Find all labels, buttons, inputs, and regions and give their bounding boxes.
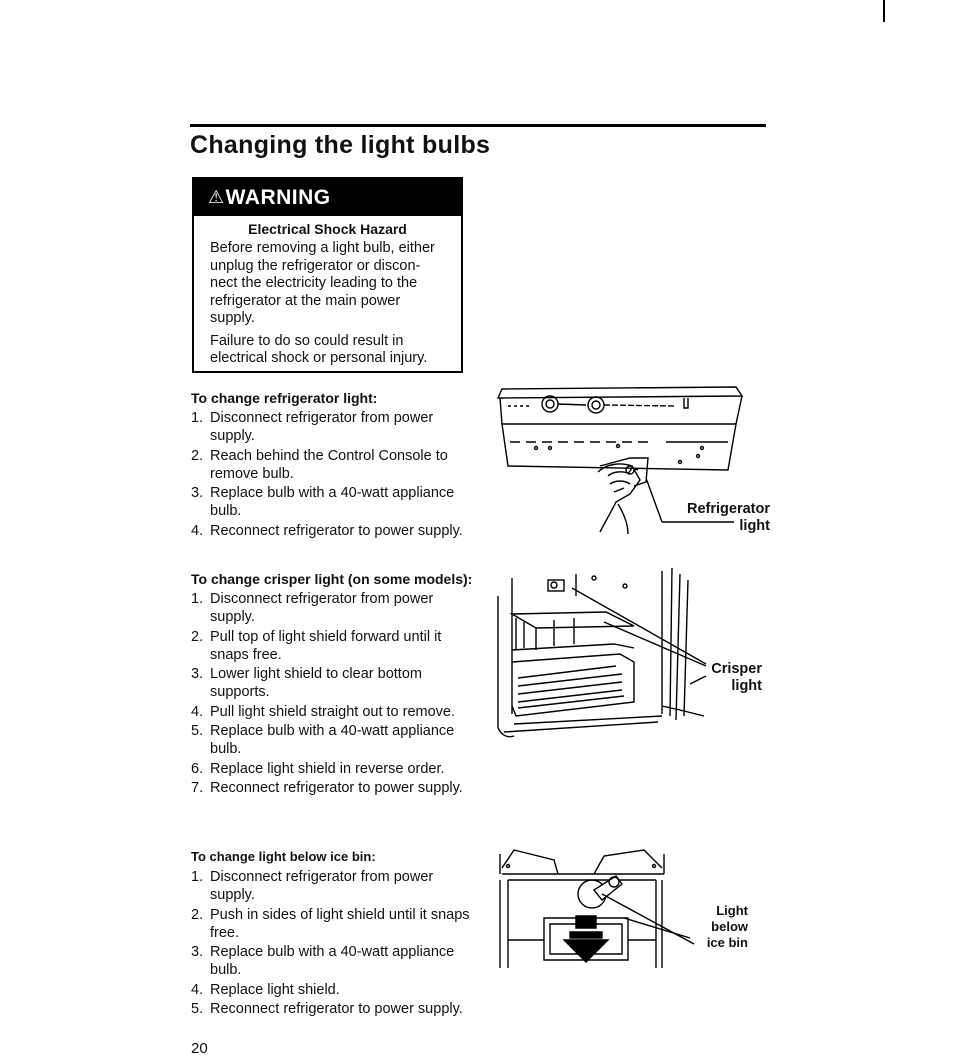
step-number: 2. — [191, 906, 204, 923]
callout-line: light — [739, 518, 770, 534]
section-crisper-light — [191, 570, 481, 799]
steps-list — [191, 868, 481, 1018]
warning-box — [192, 177, 463, 373]
crisper-light-illustration — [494, 566, 708, 744]
page-edge-mark — [883, 0, 885, 22]
step-text: Reconnect refrigerator to power supply. — [210, 1001, 463, 1017]
step-number: 1. — [191, 869, 204, 885]
section-title: To change refrigerator light: — [191, 390, 378, 406]
ice-bin-light-illustration — [494, 844, 704, 970]
warning-consequence: Failure to do so could result in electrical shock or personal injury. — [210, 332, 428, 366]
step-number: 4. — [191, 522, 204, 539]
list-item — [191, 722, 481, 758]
list-item — [191, 409, 481, 445]
section-title: To change light below ice bin: — [191, 849, 376, 864]
warning-text: Before removing a light bulb, either unplug the refrigerator or discon-nect the electricity leading to the refrigerator at the main power supply. — [210, 240, 435, 326]
page-title: Changing the light bulbs — [190, 131, 491, 159]
callout-line: below — [711, 919, 748, 934]
callout-line: Refrigerator — [687, 501, 770, 517]
warning-header — [194, 179, 461, 216]
refrigerator-light-callout — [668, 501, 770, 535]
page-number: 20 — [191, 1040, 208, 1057]
step-number: 1. — [191, 591, 204, 607]
list-item — [191, 590, 481, 626]
step-text: Reconnect refrigerator to power supply. — [210, 522, 463, 539]
list-item — [191, 447, 481, 483]
step-text: Reach behind the Control Console to remove bulb. — [210, 447, 448, 482]
step-number: 5. — [191, 1001, 204, 1017]
step-text: Replace bulb with a 40-watt appliance bulb. — [210, 723, 455, 757]
section-refrigerator-light — [191, 389, 481, 541]
list-item — [191, 484, 481, 520]
step-text: Lower light shield to clear bottom supports. — [210, 666, 422, 700]
list-item — [191, 943, 481, 979]
crisper-light-callout — [694, 661, 762, 695]
steps-list — [191, 409, 481, 540]
callout-line: light — [731, 678, 762, 694]
step-text: Replace light shield. — [210, 981, 340, 998]
title-rule — [190, 124, 766, 127]
step-text: Disconnect refrigerator from power supply. — [210, 591, 434, 625]
steps-list — [191, 590, 481, 797]
step-text: Replace light shield in reverse order. — [210, 760, 445, 777]
callout-line: ice bin — [706, 935, 748, 950]
list-item — [191, 628, 481, 664]
ice-bin-light-callout — [690, 903, 748, 951]
section-ice-bin-light — [191, 848, 481, 1020]
list-item — [191, 868, 481, 904]
section-title: To change crisper light (on some models): — [191, 571, 473, 587]
step-number: 7. — [191, 780, 204, 796]
warning-triangle-icon: ⚠ — [208, 187, 225, 207]
list-item — [191, 906, 481, 942]
step-number: 3. — [191, 485, 204, 501]
step-number: 2. — [191, 628, 204, 645]
step-text: Replace bulb with a 40-watt appliance bulb. — [210, 944, 455, 978]
step-number: 4. — [191, 981, 204, 998]
step-number: 3. — [191, 666, 204, 682]
step-text: Disconnect refrigerator from power supply. — [210, 869, 434, 903]
warning-label: WARNING — [225, 185, 331, 209]
step-number: 2. — [191, 447, 204, 464]
step-text: Reconnect refrigerator to power supply. — [210, 780, 463, 796]
callout-line: Light — [716, 903, 748, 918]
step-text: Disconnect refrigerator from power supply. — [210, 410, 434, 444]
list-item — [191, 760, 481, 778]
list-item — [191, 779, 481, 797]
list-item — [191, 703, 481, 721]
list-item — [191, 665, 481, 701]
step-number: 3. — [191, 944, 204, 960]
list-item — [191, 1000, 481, 1018]
step-text: Push in sides of light shield until it snaps free. — [210, 906, 470, 941]
callout-line: Crisper — [711, 661, 762, 677]
step-text: Replace bulb with a 40-watt appliance bulb. — [210, 485, 455, 519]
list-item — [191, 981, 481, 999]
warning-subtitle: Electrical Shock Hazard — [248, 221, 407, 237]
list-item — [191, 522, 481, 540]
step-text: Pull light shield straight out to remove. — [210, 703, 456, 720]
step-number: 4. — [191, 703, 204, 720]
step-number: 1. — [191, 410, 204, 426]
step-number: 6. — [191, 760, 204, 777]
step-text: Pull top of light shield forward until it snaps free. — [210, 628, 442, 663]
step-number: 5. — [191, 723, 204, 739]
